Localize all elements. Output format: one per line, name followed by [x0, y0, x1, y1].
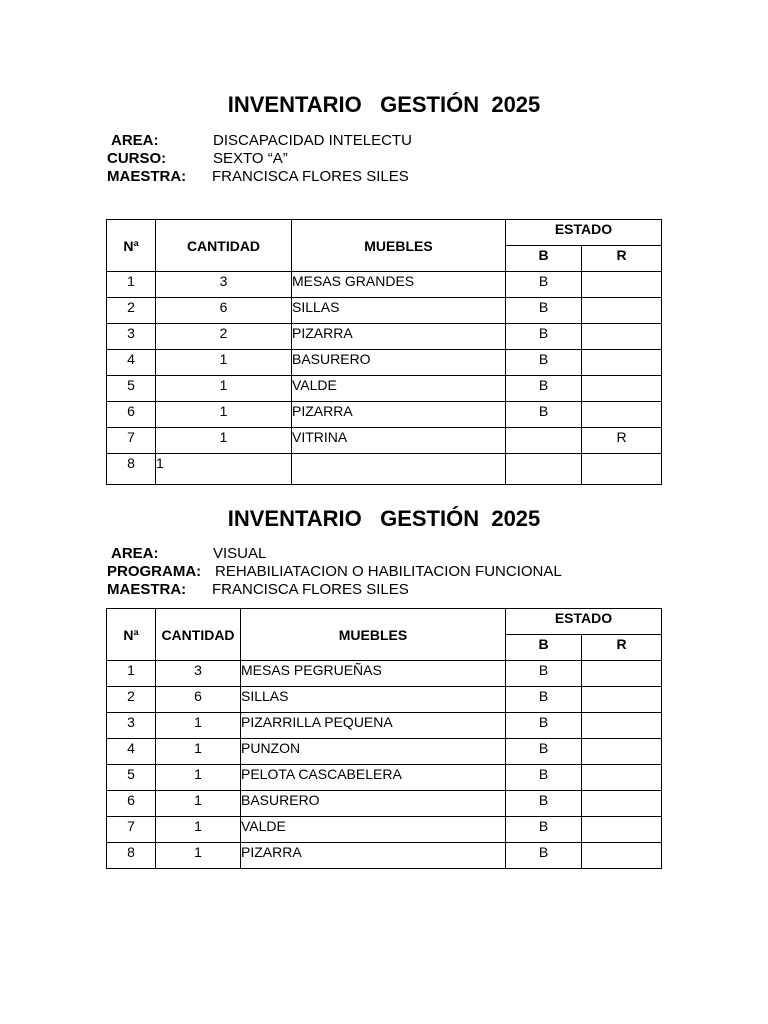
- header-estado: ESTADO: [506, 609, 662, 635]
- meta-value: DISCAPACIDAD INTELECTU: [213, 132, 412, 149]
- header-muebles: MUEBLES: [241, 609, 506, 661]
- cell-num: 1: [107, 272, 156, 298]
- cell-b: B: [506, 765, 582, 791]
- cell-num: 7: [107, 817, 156, 843]
- table-row: [107, 817, 662, 843]
- cell-b: B: [506, 402, 582, 428]
- cell-r: [582, 687, 662, 713]
- cell-mueble: [292, 454, 506, 485]
- cell-b: [506, 454, 582, 485]
- cell-num: 3: [107, 713, 156, 739]
- header-r: R: [582, 635, 662, 661]
- meta-value: FRANCISCA FLORES SILES: [212, 168, 409, 185]
- table-row: [107, 661, 662, 687]
- cell-r: [582, 376, 662, 402]
- meta-label: PROGRAMA:: [107, 563, 202, 580]
- cell-b: B: [506, 324, 582, 350]
- cell-b: B: [506, 713, 582, 739]
- cell-num: 6: [107, 402, 156, 428]
- cell-mueble: PUNZON: [241, 739, 506, 765]
- page-title: INVENTARIO GESTIÓN 2025: [227, 506, 541, 531]
- cell-cantidad: 1: [156, 428, 292, 454]
- cell-cantidad: 1: [156, 765, 241, 791]
- cell-r: [582, 843, 662, 869]
- cell-b: B: [506, 687, 582, 713]
- table-row: [107, 454, 662, 485]
- cell-cantidad: 1: [156, 402, 292, 428]
- cell-mueble: MESAS GRANDES: [292, 272, 506, 298]
- cell-num: 2: [107, 298, 156, 324]
- header-num: Nª: [107, 609, 156, 661]
- cell-mueble: VALDE: [292, 376, 506, 402]
- cell-mueble: PIZARRA: [292, 324, 506, 350]
- cell-num: 8: [107, 843, 156, 869]
- cell-cantidad: 1: [156, 454, 292, 485]
- cell-cantidad: 1: [156, 739, 241, 765]
- cell-r: [582, 350, 662, 376]
- cell-b: B: [506, 739, 582, 765]
- meta-value: VISUAL: [213, 545, 267, 562]
- cell-num: 4: [107, 350, 156, 376]
- cell-r: R: [582, 428, 662, 454]
- cell-num: 4: [107, 739, 156, 765]
- cell-b: B: [506, 791, 582, 817]
- meta-value: SEXTO “A”: [213, 150, 288, 167]
- cell-r: [582, 298, 662, 324]
- table-row: [107, 402, 662, 428]
- cell-r: [582, 402, 662, 428]
- table-row: [107, 376, 662, 402]
- header-b: B: [506, 635, 582, 661]
- cell-r: [582, 324, 662, 350]
- table-row: [107, 687, 662, 713]
- cell-b: B: [506, 817, 582, 843]
- cell-mueble: PIZARRA: [241, 843, 506, 869]
- cell-mueble: VITRINA: [292, 428, 506, 454]
- cell-r: [582, 661, 662, 687]
- cell-cantidad: 1: [156, 350, 292, 376]
- cell-mueble: MESAS PEGRUEÑAS: [241, 661, 506, 687]
- cell-cantidad: 2: [156, 324, 292, 350]
- meta-value: FRANCISCA FLORES SILES: [212, 581, 409, 598]
- cell-num: 5: [107, 765, 156, 791]
- cell-num: 7: [107, 428, 156, 454]
- header-estado: ESTADO: [506, 220, 662, 246]
- cell-r: [582, 454, 662, 485]
- cell-cantidad: 1: [156, 791, 241, 817]
- table-row: [107, 843, 662, 869]
- cell-cantidad: 1: [156, 817, 241, 843]
- cell-mueble: SILLAS: [292, 298, 506, 324]
- cell-mueble: PELOTA CASCABELERA: [241, 765, 506, 791]
- cell-cantidad: 6: [156, 687, 241, 713]
- cell-mueble: VALDE: [241, 817, 506, 843]
- cell-cantidad: 1: [156, 713, 241, 739]
- meta-value: REHABILIATACION O HABILITACION FUNCIONAL: [215, 563, 562, 580]
- header-muebles: MUEBLES: [292, 220, 506, 272]
- cell-b: B: [506, 272, 582, 298]
- meta-label: CURSO:: [107, 150, 167, 167]
- table-row: [107, 298, 662, 324]
- table-row: [107, 350, 662, 376]
- header-cantidad: CANTIDAD: [156, 220, 292, 272]
- table-row: [107, 791, 662, 817]
- cell-cantidad: 6: [156, 298, 292, 324]
- cell-cantidad: 1: [156, 376, 292, 402]
- table-row: [107, 428, 662, 454]
- cell-num: 6: [107, 791, 156, 817]
- cell-r: [582, 765, 662, 791]
- cell-num: 3: [107, 324, 156, 350]
- meta-label: MAESTRA:: [107, 168, 187, 185]
- cell-r: [582, 817, 662, 843]
- cell-r: [582, 272, 662, 298]
- cell-cantidad: 1: [156, 843, 241, 869]
- header-cantidad: CANTIDAD: [156, 609, 241, 661]
- page-title: INVENTARIO GESTIÓN 2025: [227, 92, 541, 117]
- cell-num: 5: [107, 376, 156, 402]
- header-b: B: [506, 246, 582, 272]
- cell-num: 8: [107, 454, 156, 485]
- table-row: [107, 324, 662, 350]
- inventory-table: [106, 219, 662, 485]
- meta-label: AREA:: [111, 132, 159, 149]
- table-row: [107, 739, 662, 765]
- cell-b: B: [506, 661, 582, 687]
- cell-r: [582, 739, 662, 765]
- cell-cantidad: 3: [156, 661, 241, 687]
- header-r: R: [582, 246, 662, 272]
- cell-b: B: [506, 350, 582, 376]
- cell-b: B: [506, 298, 582, 324]
- cell-num: 1: [107, 661, 156, 687]
- inventory-table: [106, 608, 662, 869]
- cell-b: B: [506, 376, 582, 402]
- cell-mueble: BASURERO: [292, 350, 506, 376]
- cell-mueble: SILLAS: [241, 687, 506, 713]
- cell-b: B: [506, 843, 582, 869]
- cell-mueble: PIZARRILLA PEQUENA: [241, 713, 506, 739]
- cell-r: [582, 791, 662, 817]
- meta-maestra: [106, 168, 666, 222]
- cell-mueble: BASURERO: [241, 791, 506, 817]
- cell-cantidad: 3: [156, 272, 292, 298]
- header-num: Nª: [107, 220, 156, 272]
- meta-label: AREA:: [111, 545, 159, 562]
- table-row: [107, 713, 662, 739]
- table-row: [107, 272, 662, 298]
- cell-mueble: PIZARRA: [292, 402, 506, 428]
- cell-r: [582, 713, 662, 739]
- meta-label: MAESTRA:: [107, 581, 187, 598]
- cell-num: 2: [107, 687, 156, 713]
- cell-b: [506, 428, 582, 454]
- table-row: [107, 765, 662, 791]
